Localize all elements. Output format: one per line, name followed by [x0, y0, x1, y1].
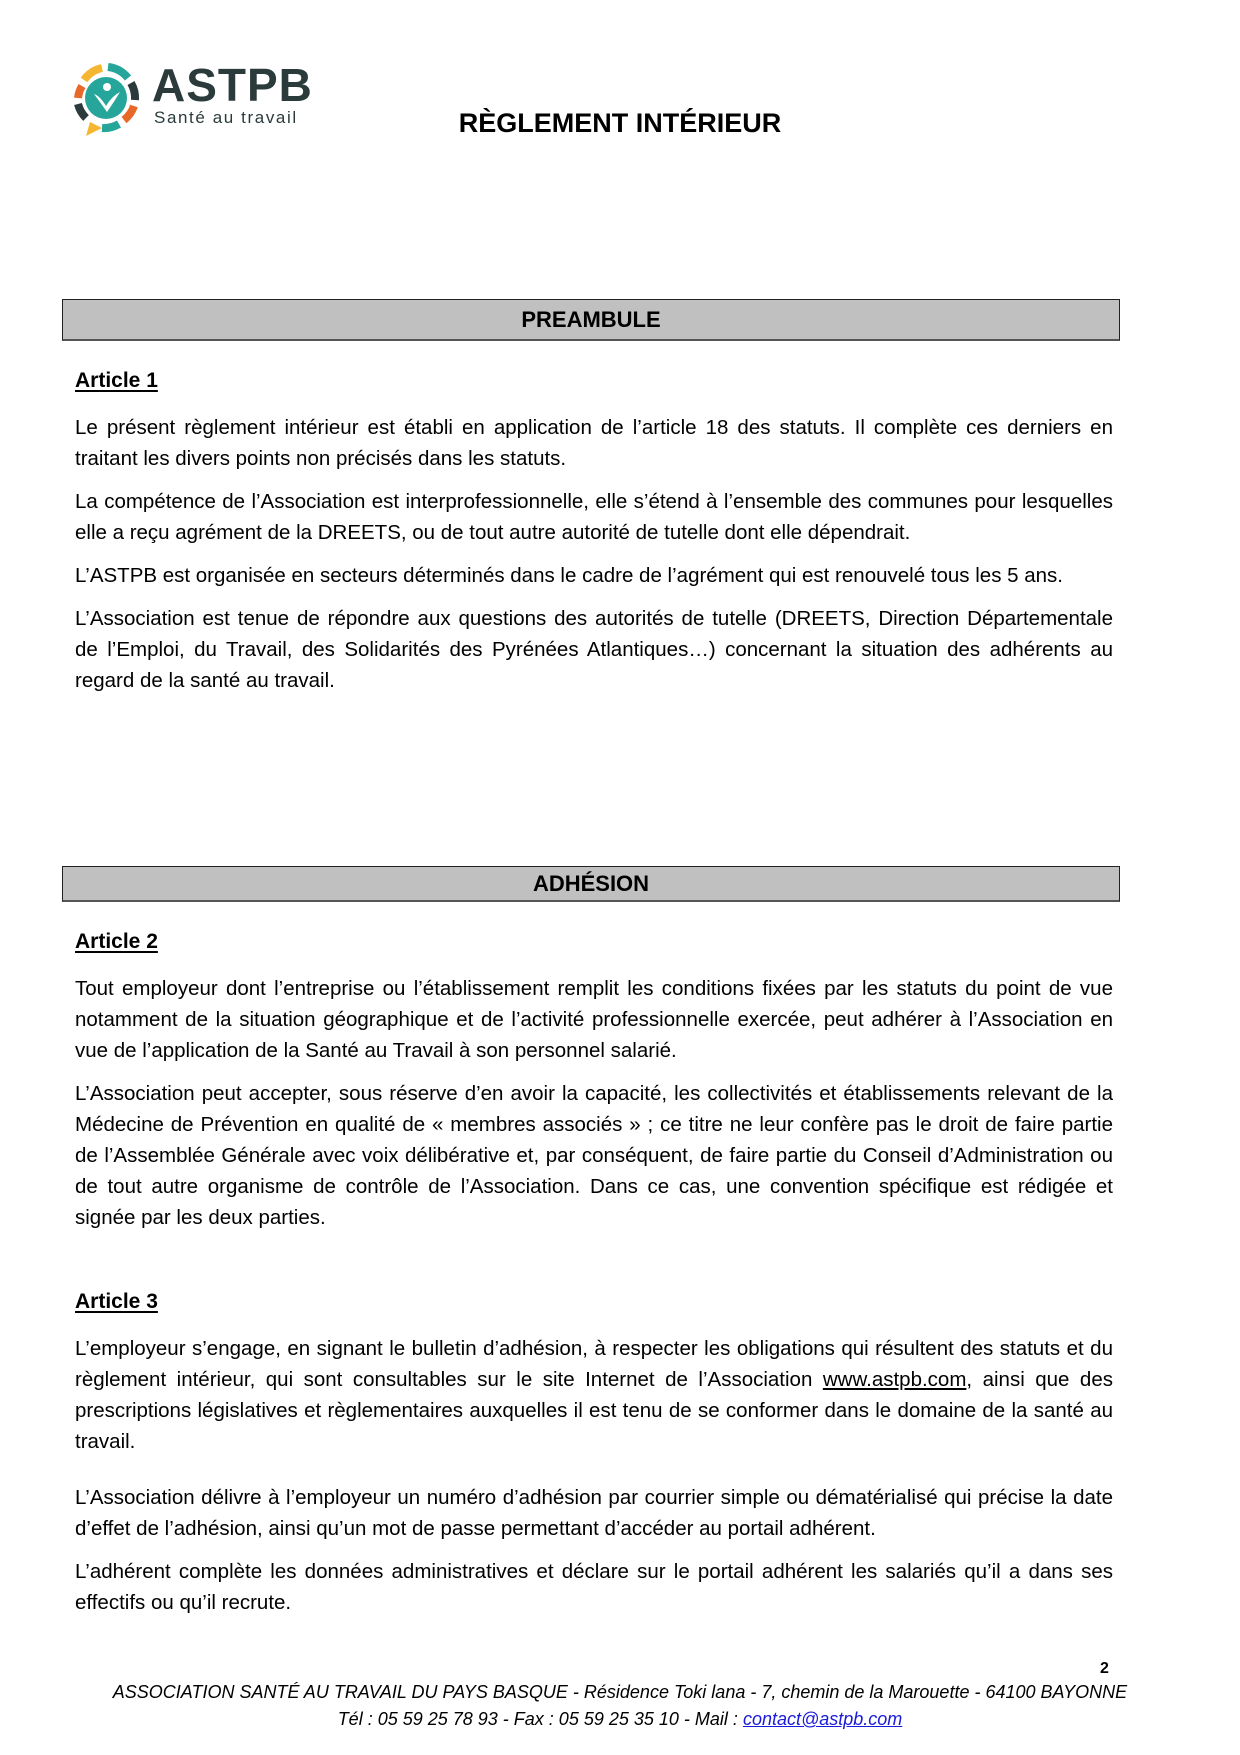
page-number: 2 — [1100, 1660, 1109, 1677]
paragraph-text: , ainsi que des prescriptions législatives et règlementaires auxquelles il est tenu de se conformer dans le domaine de la santé au travail. — [75, 1368, 1113, 1453]
document-title: RÈGLEMENT INTÉRIEUR — [458, 108, 782, 138]
logo-tagline: Santé au travail — [154, 108, 298, 127]
logo-brand: ASTPB — [152, 59, 313, 111]
paragraph: Le présent règlement intérieur est établi en application de l’article 18 des statuts. Il complète ces derniers en traitant les divers points non précisés dans les statuts. — [75, 416, 1113, 470]
paragraph: L’Association peut accepter, sous réserve d’en avoir la capacité, les collectivités et établissements relevant de la Médecine de Prévention en qualité de « membres associés » ; ce titre ne leur confère pas le droit de faire partie de l’Assemblée Générale avec voix délibérative et, par conséquent, de faire partie du Conseil d’Administration ou de tout autre organisme de contrôle de l’Association. Dans ce cas, une convention spécifique est rédigée et signée par les deux parties. — [75, 1082, 1113, 1229]
article-3-heading: Article 3 — [75, 1290, 158, 1313]
paragraph: Tout employeur dont l’entreprise ou l’établissement remplit les conditions fixées par les statuts du point de vue notamment de la situation géographique et de l’activité professionnelle exercée, peut adhérer à l’Association en vue de l’application de la Santé au Travail à son personnel salarié. — [75, 977, 1113, 1062]
article-1-heading: Article 1 — [75, 369, 158, 392]
paragraph — [75, 1333, 1113, 1457]
footer-contact-text: Tél : 05 59 25 78 93 - Fax : 05 59 25 35 10 - Mail : — [337, 1709, 743, 1729]
footer-address: ASSOCIATION SANTÉ AU TRAVAIL DU PAYS BASQUE - Résidence Toki lana - 7, chemin de la Marouette - 64100 BAYONNE — [112, 1682, 1128, 1702]
article-2-heading: Article 2 — [75, 930, 158, 953]
article-1-body — [75, 412, 1113, 708]
paragraph: L’adhérent complète les données administratives et déclare sur le portail adhérent les salariés qu’il a dans ses effectifs ou qu’il recrute. — [75, 1560, 1113, 1614]
section-header-preambule: PREAMBULE — [62, 299, 1120, 341]
paragraph: La compétence de l’Association est interprofessionnelle, elle s’étend à l’ensemble des communes pour lesquelles elle a reçu agrément de la DREETS, ou de tout autre autorité de tutelle dont elle dépendrait. — [75, 490, 1113, 544]
article-2-body — [75, 973, 1113, 1245]
article-3-body — [75, 1333, 1113, 1630]
paragraph: L’Association délivre à l’employeur un numéro d’adhésion par courrier simple ou dématérialisé qui précise la date d’effet de l’adhésion, ainsi qu’un mot de passe permettant d’accéder au portail adhérent. — [75, 1486, 1113, 1540]
website-link[interactable]: www.astpb.com — [822, 1368, 967, 1391]
paragraph: L’Association est tenue de répondre aux questions des autorités de tutelle (DREETS, Direction Départementale de l’Emploi, du Travail, des Solidarités des Pyrénées Atlantiques…) concernant la situation des adhérents au regard de la santé au travail. — [75, 607, 1113, 692]
footer-contact — [0, 1709, 1240, 1730]
paragraph-text: L’employeur s’engage, en signant le bulletin d’adhésion, à respecter les obligations qui résultent des statuts et du règlement intérieur, qui sont consultables sur le site Internet de l’Association — [75, 1337, 1113, 1391]
section-header-adhesion: ADHÉSION — [62, 866, 1120, 902]
email-link[interactable]: contact@astpb.com — [742, 1709, 903, 1729]
paragraph: L’ASTPB est organisée en secteurs déterminés dans le cadre de l’agrément qui est renouvelé tous les 5 ans. — [75, 564, 1063, 587]
